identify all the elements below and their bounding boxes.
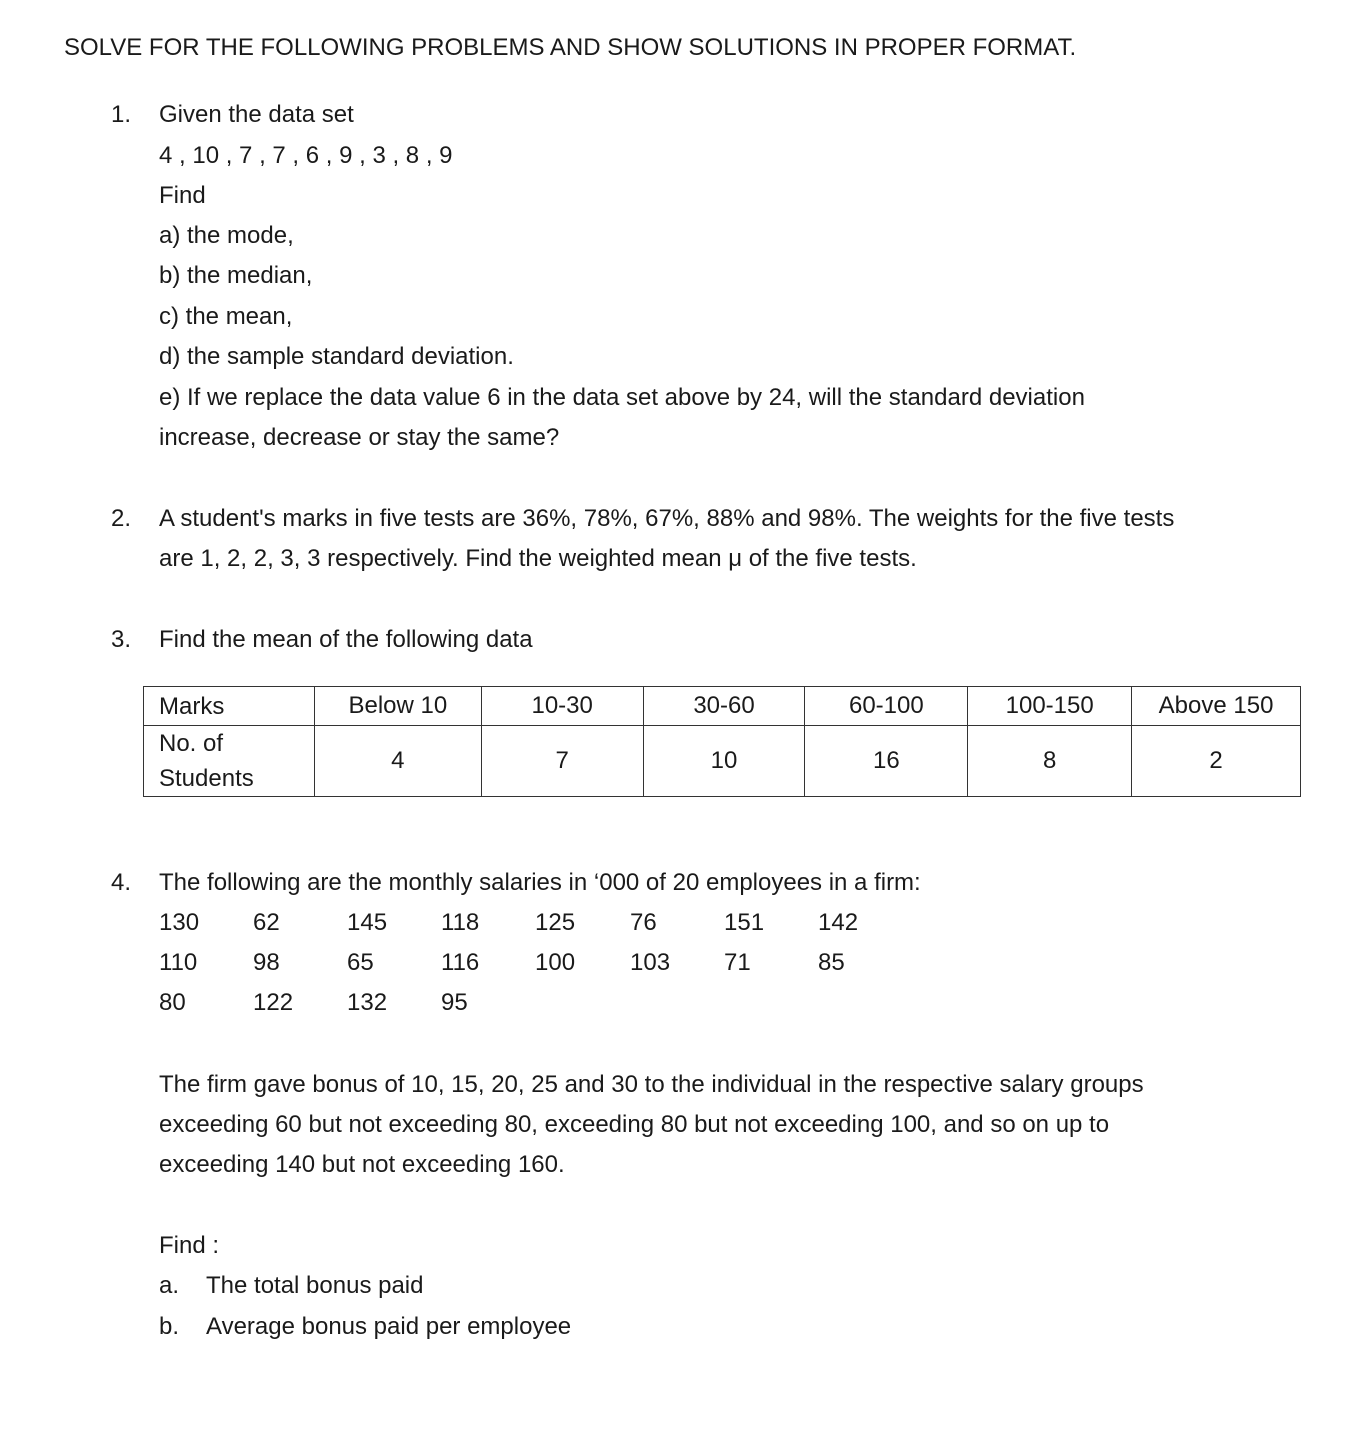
bonus-text-line1: The firm gave bonus of 10, 15, 20, 25 and 30 to the individual in the respective salary groups [159,1071,1144,1098]
part-e-line2: increase, decrease or stay the same? [159,424,560,451]
salary-value: 62 [253,909,280,936]
table-cell: 16 [805,726,968,797]
table-header-cell: 100-150 [968,687,1132,726]
question-number: 4. [111,869,132,896]
part-c: c) the mean, [159,303,293,330]
part-d: d) the sample standard deviation. [159,343,514,370]
part-b-text: Average bonus paid per employee [206,1313,572,1340]
salary-value: 100 [535,949,576,976]
salary-value: 132 [347,989,388,1016]
salary-value: 130 [159,909,200,936]
table-row [144,726,1301,797]
table-cell: 10 [643,726,805,797]
part-b-marker: b. [159,1313,180,1340]
salary-value: 71 [724,949,751,976]
salary-value: 142 [818,909,859,936]
table-cell: 2 [1132,726,1301,797]
salary-value: 151 [724,909,765,936]
question-number: 1. [111,101,132,128]
question-number: 3. [111,626,132,653]
salary-value: 98 [253,949,280,976]
table-header-cell: Below 10 [314,687,481,726]
question-text: Find the mean of the following data [159,626,533,653]
marks-table [143,686,1301,797]
find-label: Find : [159,1232,220,1259]
table-cell: 4 [314,726,481,797]
part-e-line1: e) If we replace the data value 6 in the data set above by 24, will the standard deviation [159,384,1085,411]
question-intro: Given the data set [159,101,354,128]
table-cell: 8 [968,726,1132,797]
table-header-cell: 10-30 [481,687,643,726]
salary-value: 118 [441,909,480,936]
question-text-line1: A student's marks in five tests are 36%, 78%, 67%, 88% and 98%. The weights for the five tests [159,505,1175,532]
salary-value: 65 [347,949,374,976]
salary-value: 103 [630,949,671,976]
table-header-cell: Above 150 [1132,687,1301,726]
row-label-line1: No. of [159,730,224,757]
salary-value: 116 [441,949,480,976]
part-a: a) the mode, [159,222,294,249]
question-intro: The following are the monthly salaries in ‘000 of 20 employees in a firm: [159,869,921,896]
question-number: 2. [111,505,132,532]
bonus-text-line3: exceeding 140 but not exceeding 160. [159,1151,565,1178]
bonus-text-line2: exceeding 60 but not exceeding 80, exceeding 80 but not exceeding 100, and so on up to [159,1111,1110,1138]
salary-value: 110 [159,949,198,976]
table-header-cell: 60-100 [805,687,968,726]
table-row [144,687,1301,726]
row-label-line2: Students [159,765,254,792]
salary-value: 125 [535,909,576,936]
question-text-line2: are 1, 2, 2, 3, 3 respectively. Find the weighted mean μ of the five tests. [159,545,917,572]
salary-value: 122 [253,989,294,1016]
salary-value: 145 [347,909,388,936]
page-heading: SOLVE FOR THE FOLLOWING PROBLEMS AND SHOW SOLUTIONS IN PROPER FORMAT. [64,34,1077,61]
part-a-marker: a. [159,1272,180,1299]
find-label: Find [159,182,206,209]
salary-value: 76 [630,909,657,936]
data-set: 4 , 10 , 7 , 7 , 6 , 9 , 3 , 8 , 9 [159,142,453,169]
row-label-students [144,726,315,797]
salary-value: 80 [159,989,186,1016]
part-a-text: The total bonus paid [206,1272,424,1299]
salary-value: 95 [441,989,468,1016]
row-label-marks: Marks [144,687,315,726]
salary-value: 85 [818,949,845,976]
part-b: b) the median, [159,262,313,289]
table-header-cell: 30-60 [643,687,805,726]
table-cell: 7 [481,726,643,797]
